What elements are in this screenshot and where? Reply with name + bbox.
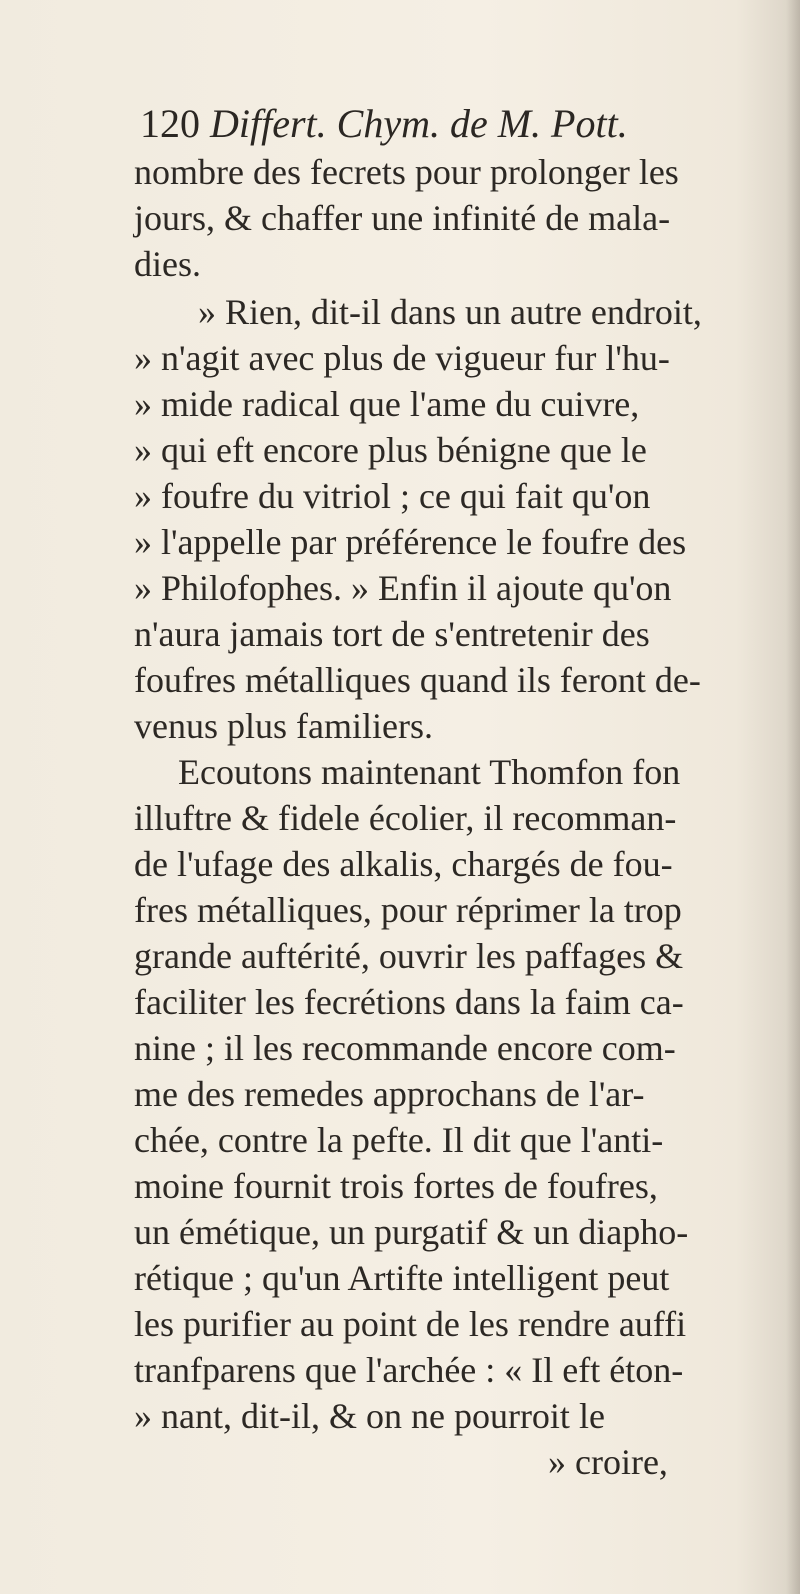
text-line: tranfparens que l'archée : « Il eft éton-	[134, 1350, 684, 1390]
text-line: rétique ; qu'un Artifte intelligent peut	[134, 1258, 670, 1298]
text-line: fres métalliques, pour réprimer la trop	[134, 890, 682, 930]
text-line: » foufre du vitriol ; ce qui fait qu'on	[134, 476, 651, 516]
text-line: grande auftérité, ouvrir les paffages &	[134, 936, 684, 976]
text-line: chée, contre la pefte. Il dit que l'anti-	[134, 1120, 664, 1160]
text-line: faciliter les fecrétions dans la faim ca-	[134, 982, 684, 1022]
text-line: me des remedes approchans de l'ar-	[134, 1074, 645, 1114]
catchword: » croire,	[548, 1442, 668, 1482]
text-line: Ecoutons maintenant Thomfon fon	[178, 752, 681, 792]
text-line: nombre des fecrets pour prolonger les	[134, 152, 679, 192]
text-line: » l'appelle par préférence le foufre des	[134, 522, 687, 562]
running-title: Differt. Chym. de M. Pott.	[210, 101, 628, 146]
running-header	[140, 100, 628, 148]
text-line: venus plus familiers.	[134, 706, 433, 746]
text-line: de l'ufage des alkalis, chargés de fou-	[134, 844, 673, 884]
text-line: un émétique, un purgatif & un diapho-	[134, 1212, 689, 1252]
text-line: jours, & chaffer une infinité de mala-	[134, 198, 671, 238]
text-line: » mide radical que l'ame du cuivre,	[134, 384, 640, 424]
text-line: » n'agit avec plus de vigueur fur l'hu-	[134, 338, 670, 378]
text-line: moine fournit trois fortes de foufres,	[134, 1166, 658, 1206]
page-number: 120	[140, 101, 200, 146]
text-line: » Philofophes. » Enfin il ajoute qu'on	[134, 568, 672, 608]
text-line: » nant, dit-il, & on ne pourroit le	[134, 1396, 605, 1436]
text-line: nine ; il les recommande encore com-	[134, 1028, 676, 1068]
text-line: foufres métalliques quand ils feront de-	[134, 660, 701, 700]
text-line: les purifier au point de les rendre auffi	[134, 1304, 687, 1344]
text-line: » Rien, dit-il dans un autre endroit,	[198, 292, 702, 332]
text-line: illuftre & fidele écolier, il recomman-	[134, 798, 677, 838]
text-line: n'aura jamais tort de s'entretenir des	[134, 614, 650, 654]
text-line: » qui eft encore plus bénigne que le	[134, 430, 647, 470]
text-line: dies.	[134, 244, 201, 284]
